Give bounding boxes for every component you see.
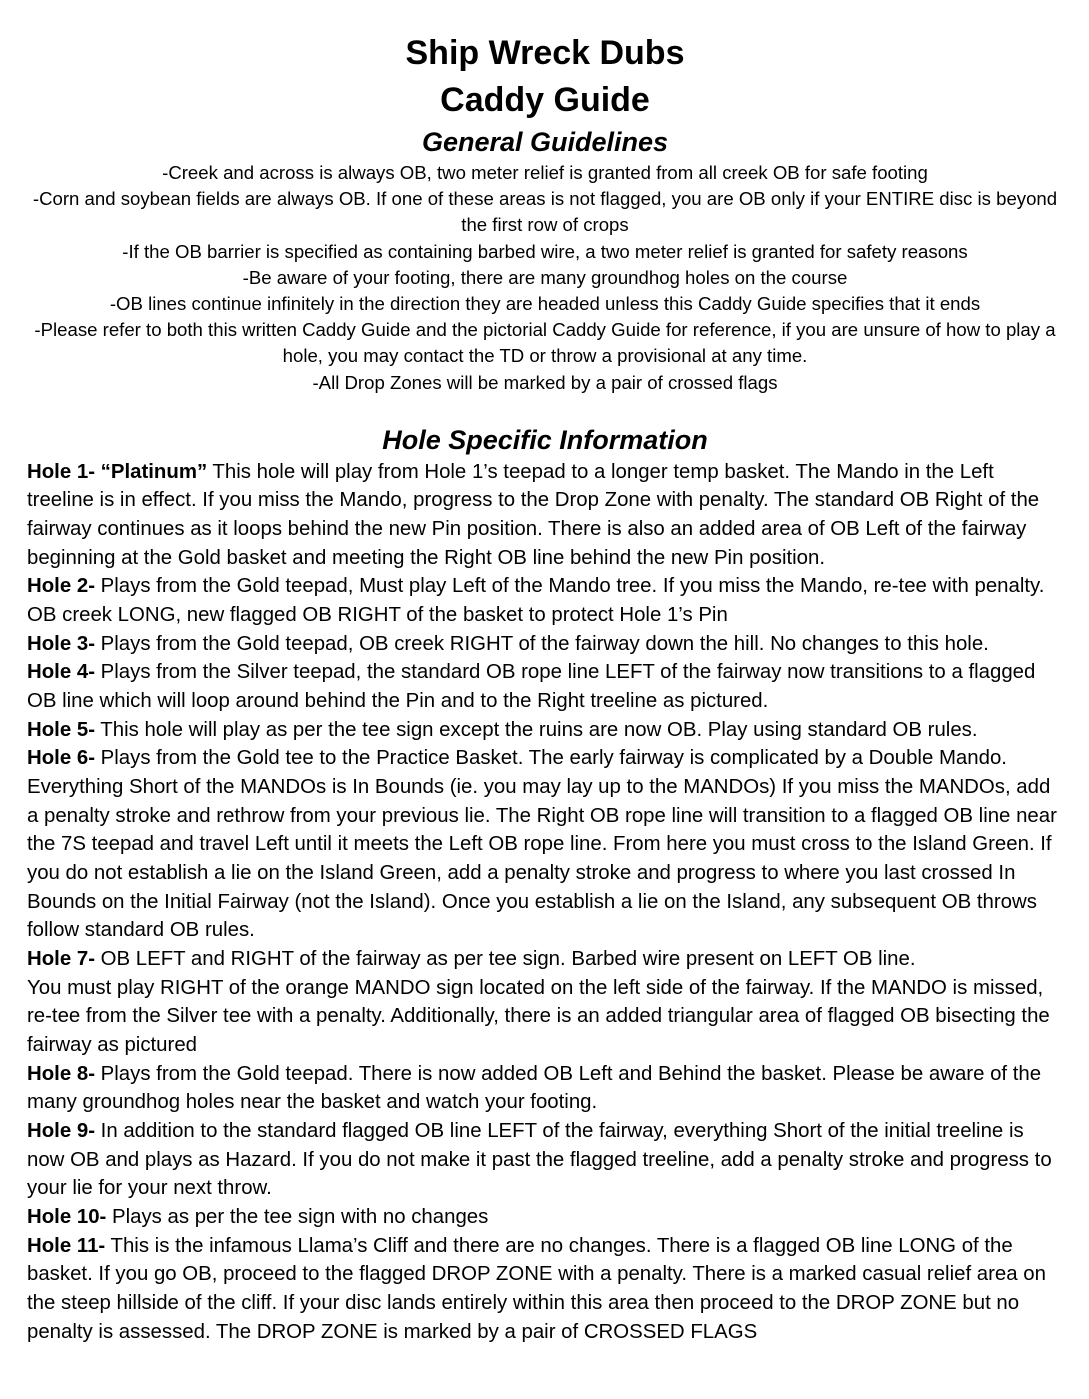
hole-entry-11	[27, 1232, 1063, 1347]
hole-entry-6	[27, 744, 1063, 945]
document-title-line-1: Ship Wreck Dubs	[405, 34, 685, 72]
hole-label: Hole 5-	[27, 718, 95, 741]
hole-description-continuation: You must play RIGHT of the orange MANDO sign located on the left side of the fairway. If the MANDO is missed, re-tee from the Silver tee with a penalty. Additionally, there is an added triangular area of flagged OB bisecting the fairway as pictured	[27, 976, 1050, 1056]
guideline-item: -All Drop Zones will be marked by a pair of crossed flags	[312, 371, 778, 393]
hole-description: Plays from the Gold tee to the Practice Basket. The early fairway is complicated by a Double Mando. Everything Short of the MANDOs is In Bounds (ie. you may lay up to the MANDOs) If you miss the MANDOs, add a penalty stroke and rethrow from your previous lie. The Right OB rope line will transition to a flagged OB line near the 7S teepad and travel Left until it meets the Left OB rope line. From here you must cross to the Island Green. If you do not establish a lie on the Island Green, add a penalty stroke and progress to where you last crossed In Bounds on the Initial Fairway (not the Island). Once you establish a lie on the Island, any subsequent OB throws follow standard OB rules.	[27, 747, 1057, 942]
hole-label: Hole 7-	[27, 947, 95, 970]
guideline-item: -Creek and across is always OB, two meter relief is granted from all creek OB for safe footing	[162, 162, 928, 183]
hole-list	[27, 458, 1063, 1346]
hole-label: Hole 10-	[27, 1205, 107, 1228]
hole-description: This hole will play as per the tee sign except the ruins are now OB. Play using standard OB rules.	[94, 718, 978, 741]
general-guidelines-list	[27, 160, 1063, 396]
hole-description: Plays from the Gold teepad. There is now added OB Left and Behind the basket. Please be aware of the many groundhog holes near the basket and watch your footing.	[27, 1062, 1042, 1114]
hole-label: Hole 4-	[27, 661, 95, 684]
hole-entry-5	[27, 716, 1063, 745]
guideline-item: -OB lines continue infinitely in the direction they are headed unless this Caddy Guide specifies that it ends	[109, 293, 981, 315]
document-title-line-2: Caddy Guide	[440, 81, 650, 119]
hole-entry-1	[27, 458, 1063, 573]
hole-description: Plays as per the tee sign with no changes	[106, 1205, 489, 1228]
hole-entry-3	[27, 630, 1063, 659]
hole-label: Hole 1- “Platinum”	[27, 460, 208, 483]
hole-specific-heading: Hole Specific Information	[382, 424, 708, 455]
hole-label: Hole 11-	[27, 1234, 106, 1257]
hole-description: OB LEFT and RIGHT of the fairway as per tee sign. Barbed wire present on LEFT OB line.	[94, 947, 916, 970]
hole-label: Hole 6-	[27, 747, 95, 770]
hole-label: Hole 2-	[27, 575, 95, 598]
hole-entry-2	[27, 572, 1063, 629]
guideline-item: -Corn and soybean fields are always OB. If one of these areas is not flagged, you are OB only if your ENTIRE disc is beyond the first row of crops	[32, 188, 1058, 236]
hole-description: Plays from the Gold teepad, OB creek RIGHT of the fairway down the hill. No changes to this hole.	[94, 632, 989, 655]
hole-label: Hole 9-	[27, 1119, 95, 1142]
hole-description: Plays from the Silver teepad, the standard OB rope line LEFT of the fairway now transitions to a flagged OB line which will loop around behind the Pin and to the Right treeline as pictured.	[27, 661, 1036, 713]
hole-entry-4	[27, 658, 1063, 715]
hole-entry-7	[27, 945, 1063, 1060]
hole-label: Hole 8-	[27, 1062, 95, 1085]
hole-description: This is the infamous Llama’s Cliff and there are no changes. There is a flagged OB line LONG of the basket. If you go OB, proceed to the flagged DROP ZONE with a penalty. There is a marked casual relief area on the steep hillside of the cliff. If your disc lands entirely within this area then proceed to the DROP ZONE but no penalty is assessed. The DROP ZONE is marked by a pair of CROSSED FLAGS	[27, 1234, 1046, 1343]
general-guidelines-heading: General Guidelines	[421, 127, 669, 157]
guideline-item: -If the OB barrier is specified as containing barbed wire, a two meter relief is granted for safety reasons	[122, 240, 968, 262]
guideline-item: -Be aware of your footing, there are many groundhog holes on the course	[242, 266, 848, 288]
hole-description: This hole will play from Hole 1’s teepad to a longer temp basket. The Mando in the Left treeline is in effect. If you miss the Mando, progress to the Drop Zone with penalty. The standard OB Right of the fairway continues as it loops behind the new Pin position. There is also an added area of OB Left of the fairway beginning at the Gold basket and meeting the Right OB line behind the new Pin position.	[27, 460, 1040, 569]
hole-description: In addition to the standard flagged OB line LEFT of the fairway, everything Short of the initial treeline is now OB and plays as Hazard. If you do not make it past the flagged treeline, add a penalty stroke and progress to your lie for your next throw.	[27, 1119, 1052, 1200]
hole-entry-10	[27, 1203, 1063, 1232]
hole-label: Hole 3-	[27, 632, 95, 655]
guideline-item: -Please refer to both this written Caddy Guide and the pictorial Caddy Guide for reference, if you are unsure of how to play a hole, you may contact the TD or throw a provisional at any time.	[34, 319, 1056, 367]
hole-description: Plays from the Gold teepad, Must play Left of the Mando tree. If you miss the Mando, re-tee with penalty. OB creek LONG, new flagged OB RIGHT of the basket to protect Hole 1’s Pin	[27, 575, 1045, 627]
hole-entry-8	[27, 1060, 1063, 1117]
hole-entry-9	[27, 1117, 1063, 1203]
